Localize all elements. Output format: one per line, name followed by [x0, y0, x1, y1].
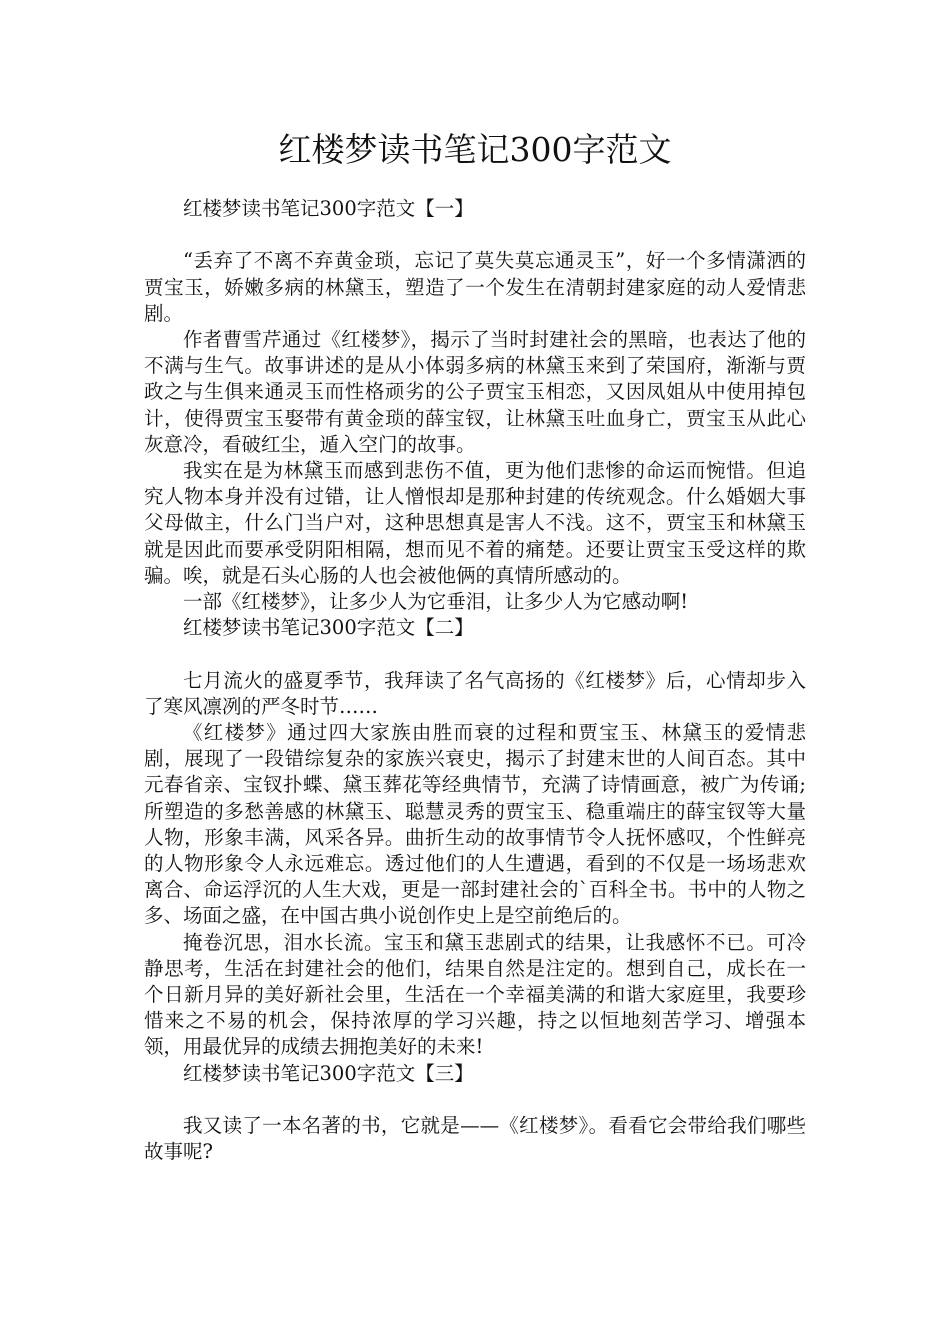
section-heading-3: 红楼梦读书笔记300字范文【三】: [183, 1061, 474, 1085]
section-2-paragraph-3: 掩卷沉思，泪水长流。宝玉和黛玉悲剧式的结果，让我感怀不已。可冷静思考，生活在封建社会的他们，结果自然是注定的。想到自己，成长在一个日新月异的美好新社会里，生活在一个幸福美满的和谐大家庭里，我要珍惜来之不易的机会，保持浓厚的学习兴趣，持之以恒地刻苦学习、增强本领，用最优异的成绩去拥抱美好的未来!: [144, 930, 806, 1059]
section-2-paragraph-2: 《红楼梦》通过四大家族由胜而衰的过程和贾宝玉、林黛玉的爱情悲剧，展现了一段错综复杂的家族兴衰史，揭示了封建末世的人间百态。其中元春省亲、宝钗扑蝶、黛玉葬花等经典情节，充满了诗情画意，被广为传诵;所塑造的多愁善感的林黛玉、聪慧灵秀的贾宝玉、稳重端庄的薛宝钗等大量人物，形象丰满，风采各异。曲折生动的故事情节令人抚怀感叹，个性鲜亮的人物形象令人永远难忘。透过他们的人生遭遇，看到的不仅是一场场悲欢离合、命运浮沉的人生大戏，更是一部封建社会的`百科全书。书中的人物之多、场面之盛，在中国古典小说创作史上是空前绝后的。: [144, 721, 806, 928]
section-1-paragraph-3: 我实在是为林黛玉而感到悲伤不值，更为他们悲惨的命运而惋惜。但追究人物本身并没有过错，让人憎恨却是那种封建的传统观念。什么婚姻大事父母做主，什么门当户对，这种思想真是害人不浅。这不，贾宝玉和林黛玉就是因此而要承受阴阳相隔，想而见不着的痛楚。还要让贾宝玉受这样的欺骗。唉，就是石头心肠的人也会被他俩的真情所感动的。: [144, 459, 806, 587]
section-heading-2: 红楼梦读书笔记300字范文【二】: [183, 616, 474, 640]
section-1-paragraph-1: “丢弃了不离不弃黄金琐，忘记了莫失莫忘通灵玉”，好一个多情潇洒的贾宝玉，娇嫩多病的林黛玉，塑造了一个发生在清朝封建家庭的动人爱情悲剧。: [144, 249, 806, 325]
section-heading-1: 红楼梦读书笔记300字范文【一】: [183, 197, 474, 220]
section-3-paragraph-1: 我又读了一本名著的书，它就是——《红楼梦》。看看它会带给我们哪些故事呢?: [144, 1114, 806, 1164]
section-2-paragraph-1: 七月流火的盛夏季节，我拜读了名气高扬的《红楼梦》后，心情却步入了寒风凛冽的严冬时节……: [144, 668, 806, 718]
document-body: [144, 196, 806, 1165]
section-1-paragraph-4: 一部《红楼梦》，让多少人为它垂泪，让多少人为它感动啊!: [183, 590, 689, 614]
document-title: 红楼梦读书笔记300字范文: [278, 130, 672, 169]
section-1-paragraph-2: 作者曹雪芹通过《红楼梦》，揭示了当时封建社会的黑暗，也表达了他的不满与生气。故事讲述的是从小体弱多病的林黛玉来到了荣国府，渐渐与贾政之与生俱来通灵玉而性格顽劣的公子贾宝玉相恋，又因凤姐从中使用掉包计，使得贾宝玉娶带有黄金琐的薛宝钗，让林黛玉吐血身亡，贾宝玉从此心灰意冷，看破红尘，遁入空门的故事。: [144, 328, 806, 456]
